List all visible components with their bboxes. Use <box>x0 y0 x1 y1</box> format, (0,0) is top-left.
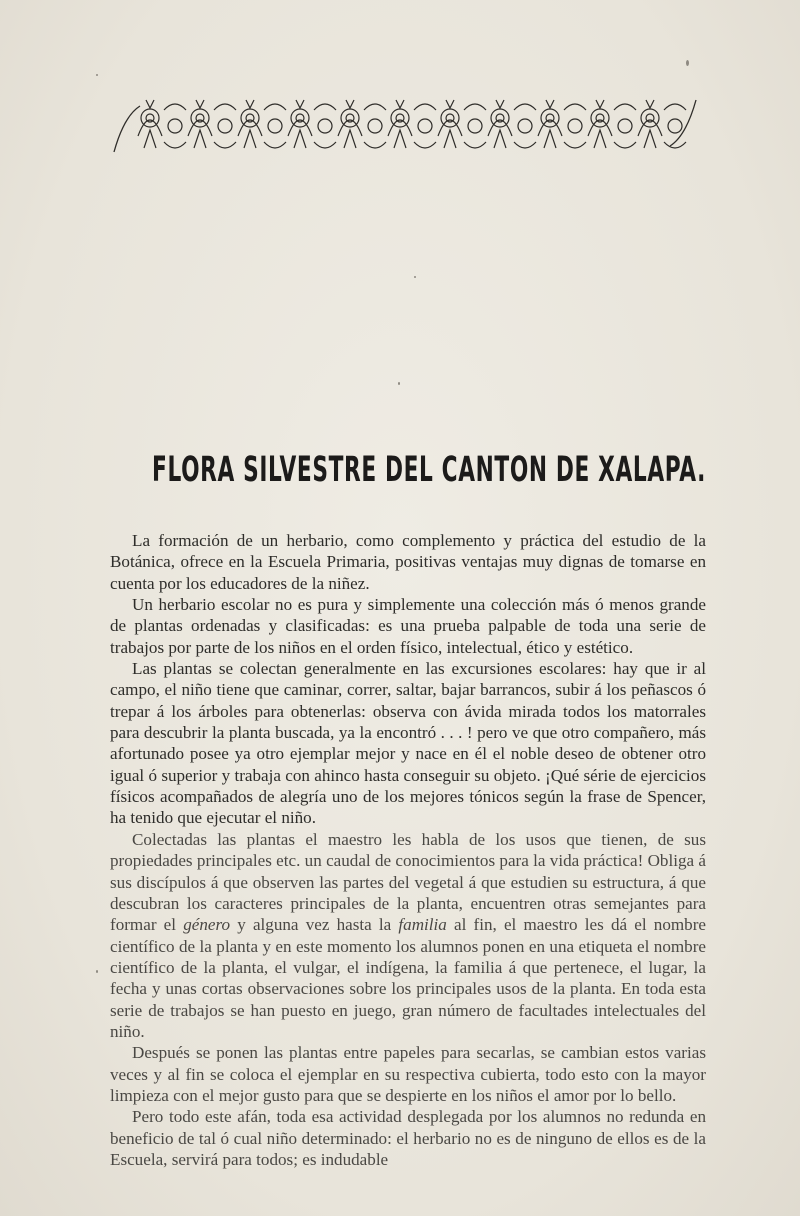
paragraph: Pero todo este afán, toda esa actividad desplegada por los alumnos no redunda en beneficio de tal ó cual niño determinado: el herbario no es de ninguno de ellos es de la Escuela, servirá para todos; es indudable <box>110 1107 706 1169</box>
ornament-motif <box>138 100 186 148</box>
paper-speck <box>398 382 400 385</box>
italic-term: familia <box>398 915 447 935</box>
article-body <box>110 530 706 1170</box>
ornament-motif <box>188 100 236 148</box>
paragraph <box>110 829 706 1042</box>
ornament-motif <box>238 100 286 148</box>
ornament-motif <box>638 100 686 148</box>
paragraph: Un herbario escolar no es pura y simplemente una colección más ó menos grande de plantas ordenadas y clasificadas: es una prueba palpable de toda una serie de trabajos por parte de los niños en el orden físico, intelectual, ético y estético. <box>110 595 706 657</box>
ornament-motif <box>488 100 536 148</box>
paragraph: Después se ponen las plantas entre papeles para secarlas, se cambian estos varias veces y al fin se coloca el ejemplar en su respectiva cubierta, todo esto con la mayor limpieza con el mejor gusto para que se despierte en los niños el amor por lo bello. <box>110 1043 706 1105</box>
paper-speck <box>96 970 98 973</box>
paper-speck <box>686 60 689 66</box>
ornament-motif <box>538 100 586 148</box>
decorative-floral-band-icon <box>110 96 700 156</box>
paragraph-text: Colectadas las plantas el maestro les habla de los usos que tienen, de sus propiedades principales etc. un caudal de conocimientos para la vida práctica! Obliga á sus discípulos á que observen las partes del vegetal á que estudien su estructura, á que descubran los caracteres principales de la planta, encuentren otras semejantes para formar el <box>110 829 706 935</box>
ornament-motif <box>288 100 336 148</box>
ornament-motif <box>438 100 486 148</box>
ornament-motif <box>588 100 636 148</box>
paragraph-text: y alguna vez hasta la <box>230 915 399 935</box>
paper-speck <box>414 276 416 278</box>
paragraph-text: al fin, el maestro les dá el nombre científico de la planta y en este momento los alumnos ponen en una etiqueta el nombre científico de la planta, el vulgar, el indígena, la familia á que pertenece, el lugar, la fecha y unas cortas observaciones sobre los principales usos de la planta. En toda esta serie de trabajos se han puesto en juego, gran número de facultades intelectuales del niño. <box>110 915 706 1041</box>
italic-term: género <box>183 915 231 935</box>
ornament-motif <box>388 100 436 148</box>
paragraph: Las plantas se colectan generalmente en las excursiones escolares: hay que ir al campo, el niño tiene que caminar, correr, saltar, bajar barrancos, subir á los peñascos ó trepar á los árboles para obtenerlas: observa con ávida mirada todos los matorrales para descubrir la planta buscada, ya la encontró . . . ! pero ve que otro compañero, más afortunado posee ya otro ejemplar mejor y nace en él el noble deseo de obtener otro igual ó superior y trabaja con ahinco hasta conseguir su objeto. ¡Qué série de ejercicios físicos acompañados de alegría uno de los mejores tónicos según la frase de Spencer, ha tenido que ejecutar el niño. <box>110 659 706 828</box>
paragraph: La formación de un herbario, como complemento y práctica del estudio de la Botánica, ofrece en la Escuela Primaria, positivas ventajas muy dignas de tomarse en cuenta por los educadores de la niñez. <box>110 531 706 593</box>
page-title: FLORA SILVESTRE DEL CANTON DE XALAPA. <box>152 450 706 490</box>
paper-speck <box>96 74 98 76</box>
ornament-motif <box>338 100 386 148</box>
